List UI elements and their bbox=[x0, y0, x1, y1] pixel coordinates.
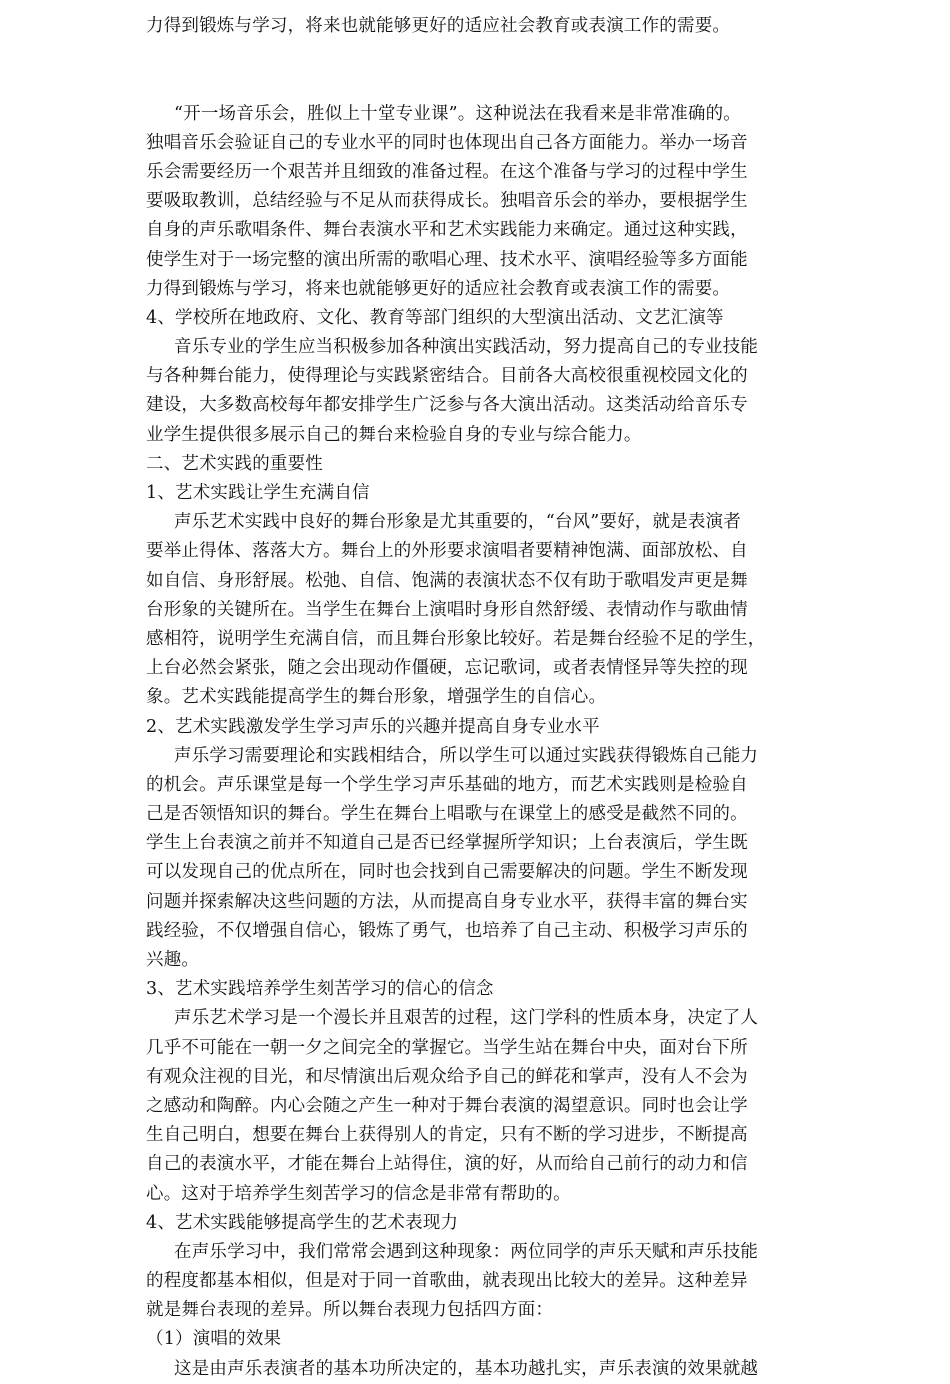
text-line: 独唱音乐会验证自己的专业水平的同时也体现出自己各方面能力。举办一场音 bbox=[146, 132, 748, 153]
chapter-heading: 二、艺术实践的重要性 bbox=[146, 453, 323, 474]
text-line: 心。这对于培养学生刻苦学习的信念是非常有帮助的。 bbox=[146, 1183, 571, 1204]
section-heading: 4、学校所在地政府、文化、教育等部门组织的大型演出活动、文艺汇演等 bbox=[146, 307, 724, 328]
text-line: 自身的声乐歌唱条件、舞台表演水平和艺术实践能力来确定。通过这种实践， bbox=[146, 220, 748, 241]
text-line: 可以发现自己的优点所在，同时也会找到自己需要解决的问题。学生不断发现 bbox=[146, 862, 748, 883]
text-line: 兴趣。 bbox=[146, 950, 200, 970]
text-line: 象。艺术实践能提高学生的舞台形象，增强学生的自信心。 bbox=[146, 687, 607, 708]
paragraph-start-line: 音乐专业的学生应当积极参加各种演出实践活动，努力提高自己的专业技能 bbox=[174, 337, 759, 358]
paragraph-start-line: 声乐学习需要理论和实践相结合，所以学生可以通过实践获得锻炼自己能力 bbox=[174, 745, 759, 766]
text-line: 就是舞台表现的差异。所以舞台表现力包括四方面： bbox=[146, 1300, 554, 1321]
text-line: 业学生提供很多展示自己的舞台来检验自身的专业与综合能力。 bbox=[146, 424, 642, 445]
section-heading: 4、艺术实践能够提高学生的艺术表现力 bbox=[146, 1212, 459, 1233]
text-line: 学生上台表演之前并不知道自己是否已经掌握所学知识；上台表演后，学生既 bbox=[146, 833, 748, 854]
text-line: 建设，大多数高校每年都安排学生广泛参与各大演出活动。这类活动给音乐专 bbox=[146, 395, 748, 416]
text-line: 践经验，不仅增强自信心，锻炼了勇气，也培养了自己主动、积极学习声乐的 bbox=[146, 920, 748, 941]
text-line: 之感动和陶醉。内心会随之产生一种对于舞台表演的渴望意识。同时也会让学 bbox=[146, 1095, 748, 1116]
text-line: 要举止得体、落落大方。舞台上的外形要求演唱者要精神饱满、面部放松、自 bbox=[146, 541, 748, 562]
paragraph-start-line: 声乐艺术实践中良好的舞台形象是尤其重要的，“台风”要好，就是表演者 bbox=[174, 512, 741, 533]
text-line: 与各种舞台能力，使得理论与实践紧密结合。目前各大高校很重视校园文化的 bbox=[146, 366, 748, 387]
paragraph-start-line: “开一场音乐会，胜似上十堂专业课”。这种说法在我看来是非常准确的。 bbox=[174, 103, 741, 124]
section-heading: 3、艺术实践培养学生刻苦学习的信心的信念 bbox=[146, 979, 494, 1000]
text-line: 如自信、身形舒展。松弛、自信、饱满的表演状态不仅有助于歌唱发声更是舞 bbox=[146, 570, 748, 591]
text-line: 力得到锻炼与学习，将来也就能够更好的适应社会教育或表演工作的需要。 bbox=[146, 16, 731, 36]
text-line: 使学生对于一场完整的演出所需的歌唱心理、技术水平、演唱经验等多方面能 bbox=[146, 249, 748, 270]
text-line: 的机会。声乐课堂是每一个学生学习声乐基础的地方，而艺术实践则是检验自 bbox=[146, 774, 748, 795]
text-line: 乐会需要经历一个艰苦并且细致的准备过程。在这个准备与学习的过程中学生 bbox=[146, 161, 748, 182]
text-line: 问题并探索解决这些问题的方法，从而提高自身专业水平，获得丰富的舞台实 bbox=[146, 891, 748, 912]
text-line: 上台必然会紧张，随之会出现动作僵硬，忘记歌词，或者表情怪异等失控的现 bbox=[146, 658, 748, 679]
text-line: 有观众注视的目光，和尽情演出后观众给予自己的鲜花和掌声，没有人不会为 bbox=[146, 1066, 748, 1087]
text-line bbox=[146, 70, 816, 99]
paragraph-start-line: 这是由声乐表演者的基本功所决定的，基本功越扎实，声乐表演的效果就越 bbox=[174, 1358, 759, 1379]
text-line: 力得到锻炼与学习，将来也就能够更好的适应社会教育或表演工作的需要。 bbox=[146, 278, 731, 299]
text-line: 要吸取教训，总结经验与不足从而获得成长。独唱音乐会的举办，要根据学生 bbox=[146, 191, 748, 212]
text-line: 自己的表演水平，才能在舞台上站得住，演的好，从而给自己前行的动力和信 bbox=[146, 1154, 748, 1175]
text-line: 台形象的关键所在。当学生在舞台上演唱时身形自然舒缓、表情动作与歌曲情 bbox=[146, 599, 748, 620]
paragraph-start-line: 声乐艺术学习是一个漫长并且艰苦的过程，这门学科的性质本身，决定了人 bbox=[174, 1008, 759, 1029]
section-heading: 1、艺术实践让学生充满自信 bbox=[146, 483, 370, 503]
text-line: 生自己明白，想要在舞台上获得别人的肯定，只有不断的学习进步，不断提高 bbox=[146, 1125, 748, 1146]
section-heading: 2、艺术实践激发学生学习声乐的兴趣并提高自身专业水平 bbox=[146, 716, 600, 737]
text-line: 感相符，说明学生充满自信，而且舞台形象比较好。若是舞台经验不足的学生， bbox=[146, 628, 766, 649]
body-text bbox=[146, 12, 816, 1384]
subsection-heading: （1）演唱的效果 bbox=[146, 1329, 282, 1350]
text-line bbox=[146, 41, 816, 70]
text-line: 己是否领悟知识的舞台。学生在舞台上唱歌与在课堂上的感受是截然不同的。 bbox=[146, 804, 748, 825]
text-line: 几乎不可能在一朝一夕之间完全的掌握它。当学生站在舞台中央，面对台下所 bbox=[146, 1037, 748, 1058]
text-line: 的程度都基本相似，但是对于同一首歌曲，就表现出比较大的差异。这种差异 bbox=[146, 1271, 748, 1292]
paragraph-start-line: 在声乐学习中，我们常常会遇到这种现象：两位同学的声乐天赋和声乐技能 bbox=[174, 1241, 759, 1262]
